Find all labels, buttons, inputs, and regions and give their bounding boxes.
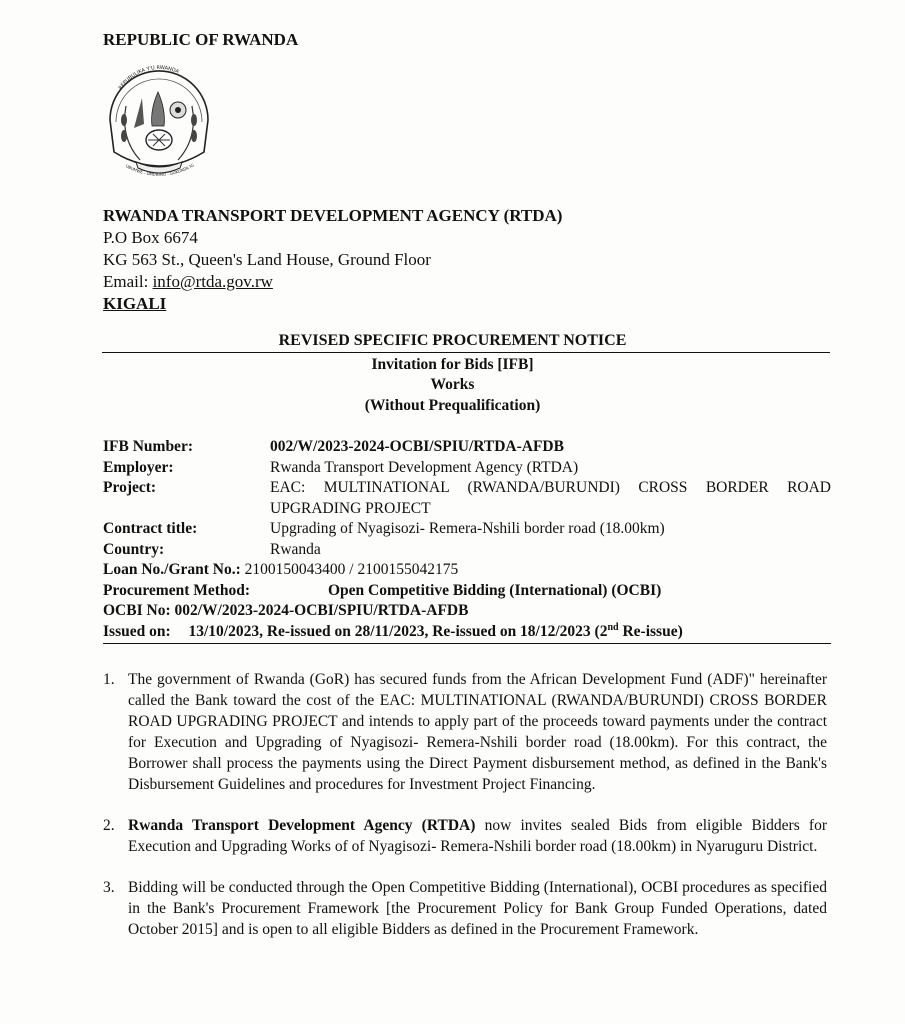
ifb-label: IFB Number: (103, 438, 193, 455)
info-row-ifb (103, 437, 831, 458)
notice-paragraphs (103, 669, 827, 960)
agency-po-box: P.O Box 6674 (103, 228, 198, 247)
rwanda-coat-of-arms-icon (100, 48, 218, 186)
paragraph-1-number: 1. (103, 671, 115, 688)
svg-text:REPUBULIKA Y'U RWANDA (118, 65, 181, 91)
country-label: Country: (103, 540, 165, 558)
ifb-value: 002/W/2023-2024-OCBI/SPIU/RTDA-AFDB (270, 438, 564, 455)
notice-subtitle-prequal: (Without Prequalification) (364, 397, 541, 414)
agency-email-line (103, 271, 562, 293)
coat-of-arms-emblem (100, 48, 218, 186)
notice-title: REVISED SPECIFIC PROCUREMENT NOTICE (278, 332, 627, 349)
paragraph-2 (103, 815, 827, 857)
loan-label: Loan No./Grant No.: (103, 561, 241, 578)
info-row-issued (103, 622, 831, 645)
country-value: Rwanda (270, 540, 321, 558)
emblem-bottom-text: UBUMWE - UMURIMO - GUKUNDA IG (124, 162, 195, 178)
method-label: Procurement Method: (103, 581, 251, 599)
ocbi-value: 002/W/2023-2024-OCBI/SPIU/RTDA-AFDB (174, 602, 469, 619)
project-label: Project: (103, 479, 157, 496)
paragraph-2-number: 2. (103, 817, 115, 834)
info-row-method (103, 581, 831, 602)
agency-city: KIGALI (103, 294, 167, 313)
employer-value: Rwanda Transport Development Agency (RTDA) (270, 458, 579, 476)
paragraph-3 (103, 877, 827, 940)
paragraph-1 (103, 669, 827, 795)
paragraph-2-bold: Rwanda Transport Development Agency (RTDA) (128, 817, 476, 834)
country-heading: REPUBLIC OF RWANDA (103, 30, 299, 49)
agency-name: RWANDA TRANSPORT DEVELOPMENT AGENCY (RTDA) (103, 206, 563, 225)
agency-address-block (103, 205, 562, 315)
project-value: EAC: MULTINATIONAL (RWANDA/BURUNDI) CROSS BORDER ROAD UPGRADING PROJECT (270, 479, 831, 517)
paragraph-2-text: now invites sealed Bids from eligible Bidders for Execution and Upgrading Works of of Nyagisozi- Remera-Nshili border road (18.00km) in Nyaruguru District. (128, 817, 827, 855)
title-divider (102, 352, 830, 353)
notice-subtitle-ifb: Invitation for Bids [IFB] (371, 356, 534, 373)
paragraph-2-body (128, 815, 827, 857)
paragraph-1-text: The government of Rwanda (GoR) has secured funds from the African Development Fund (ADF)" hereinafter called the Bank toward the cost of the EAC: MULTINATIONAL (RWANDA/BURUNDI) CROSS BORDER ROAD UPGRADING PROJECT and intends to apply part of the proceeds toward payments under the contract for Execution and Upgrading of Nyagisozi- Remera-Nshili border road (18.00km). For this contract, the Borrower shall process the payments using the Direct Payment disbursement method, as defined in the Bank's Disbursement Guidelines and procedures for Investment Project Financing. (128, 671, 827, 793)
info-row-employer (103, 458, 831, 479)
method-value: Open Competitive Bidding (International) (OCBI) (328, 581, 662, 599)
contract-label: Contract title: (103, 520, 198, 537)
issued-value: 13/10/2023, Re-issued on 28/11/2023, Re-issued on 18/12/2023 (2 (188, 622, 608, 640)
issued-tail: Re-issue) (618, 622, 683, 640)
contract-value: Upgrading of Nyagisozi- Remera-Nshili border road (18.00km) (270, 520, 665, 537)
info-row-ocbi (103, 601, 831, 622)
email-link[interactable]: info@rtda.gov.rw (152, 272, 273, 291)
paragraph-3-number: 3. (103, 879, 115, 896)
info-row-country (103, 540, 831, 561)
loan-value: 2100150043400 / 2100155042175 (244, 561, 459, 578)
issued-superscript: nd (607, 621, 619, 633)
info-row-loan (103, 560, 831, 581)
email-label: Email: (103, 272, 153, 291)
paragraph-3-text: Bidding will be conducted through the Open Competitive Bidding (International), OCBI procedures as specified in the Bank's Procurement Framework [the Procurement Policy for Bank Group Funded Operations, dated October 2015] and is open to all eligible Bidders as defined in the Procurement Framework. (128, 879, 827, 938)
agency-street-address: KG 563 St., Queen's Land House, Ground Floor (103, 250, 431, 269)
employer-label: Employer: (103, 458, 174, 476)
emblem-top-text: REPUBULIKA Y'U RWANDA (117, 64, 180, 92)
ocbi-label: OCBI No: (103, 602, 171, 619)
issued-label: Issued on: (103, 622, 171, 640)
info-row-project (103, 478, 831, 519)
notice-subtitle-works: Works (430, 376, 475, 393)
info-row-contract (103, 519, 831, 540)
procurement-info-table (103, 437, 831, 644)
